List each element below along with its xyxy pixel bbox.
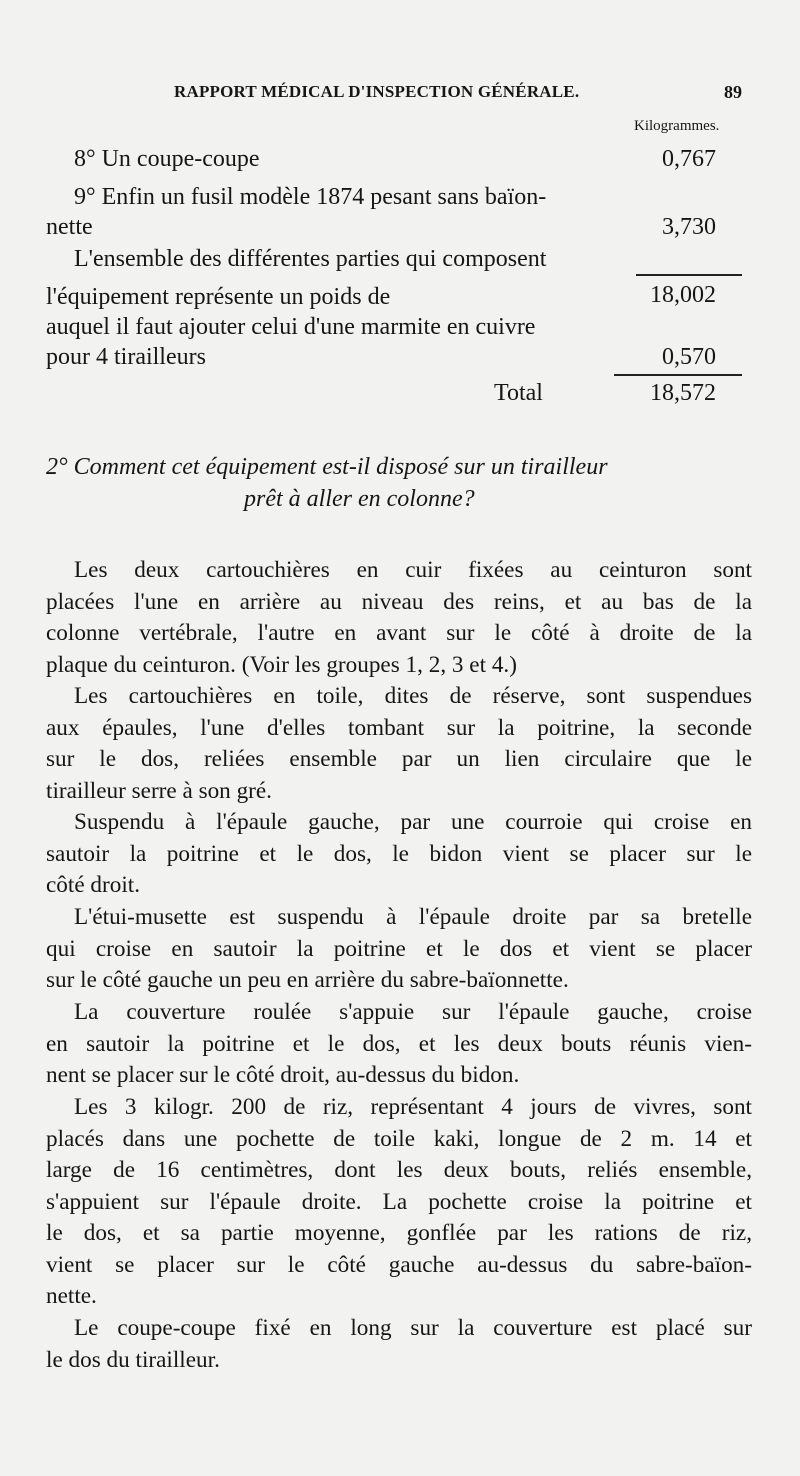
paragraph-line: qui croise en sautoir la poitrine et le dos et vient se placer [46, 935, 752, 962]
paragraph-line: Les cartouchières en toile, dites de réserve, sont suspendues [74, 683, 752, 709]
paragraph-cartridge-pouches [46, 555, 752, 681]
item-9-label-line1: 9° Enfin un fusil modèle 1874 pesant sans baïon- [74, 184, 547, 210]
total-value: 18,572 [650, 380, 716, 406]
subtotal-line1: L'ensemble des différentes parties qui composent [74, 246, 547, 272]
paragraph-line: en sautoir la poitrine et le dos, et les deux bouts réunis vien- [46, 1030, 752, 1057]
paragraph-line: nette. [46, 1283, 97, 1309]
paragraph-blanket [46, 997, 752, 1092]
paragraph-line: sur le dos, reliées ensemble par un lien circulaire que le [46, 746, 752, 772]
subtotal-value: 18,002 [650, 282, 716, 308]
subtotal-rule [636, 274, 742, 276]
item-8-label: 8° Un coupe-coupe [74, 146, 260, 172]
paragraph-rice-pouch [46, 1092, 752, 1313]
subtotal-line2: l'équipement représente un poids de [46, 284, 391, 310]
paragraph-machete [46, 1313, 752, 1376]
paragraph-line: sur le côté gauche un peu en arrière du sabre-baïonnette. [46, 967, 569, 993]
unit-label: Kilogrammes. [634, 118, 720, 134]
total-label: Total [494, 380, 543, 406]
total-rule [614, 374, 742, 376]
paragraph-line: vient se placer sur le côté gauche au-dessus du sabre-baïon- [46, 1251, 752, 1278]
paragraph-line: Suspendu à l'épaule gauche, par une courroie qui croise en [74, 809, 752, 835]
paragraph-line: large de 16 centimètres, dont les deux bouts, reliés ensemble, [46, 1157, 752, 1183]
paragraph-line: Le coupe-coupe fixé en long sur la couverture est placé sur [74, 1315, 752, 1341]
item-9-value: 3,730 [662, 214, 716, 240]
paragraph-line: tirailleur serre à son gré. [46, 777, 272, 804]
section-heading-line2: prêt à aller en colonne? [244, 486, 475, 512]
marmite-value: 0,570 [662, 344, 716, 370]
paragraph-line: le dos, et sa partie moyenne, gonflée par les rations de riz, [46, 1220, 752, 1246]
paragraph-line: sautoir la poitrine et le dos, le bidon vient se placer sur le [46, 840, 752, 867]
marmite-line2: pour 4 tirailleurs [46, 344, 206, 370]
paragraph-canteen [46, 807, 752, 902]
page-number: 89 [724, 82, 742, 102]
marmite-line1: auquel il faut ajouter celui d'une marmite en cuivre [46, 314, 536, 340]
item-9-label-line2: nette [46, 214, 93, 240]
paragraph-line: Les 3 kilogr. 200 de riz, représentant 4 jours de vivres, sont [74, 1094, 752, 1120]
paragraph-line: placées l'une en arrière au niveau des reins, et au bas de la [46, 588, 752, 615]
running-title: RAPPORT MÉDICAL D'INSPECTION GÉNÉRALE. [174, 82, 580, 101]
paragraph-line: nent se placer sur le côté droit, au-dessus du bidon. [46, 1062, 520, 1088]
paragraph-line: L'étui-musette est suspendu à l'épaule droite par sa bretelle [74, 904, 752, 930]
paragraph-line: s'appuient sur l'épaule droite. La pochette croise la poitrine et [46, 1188, 752, 1215]
paragraph-line: plaque du ceinturon. (Voir les groupes 1, 2, 3 et 4.) [46, 651, 517, 678]
paragraph-line: le dos du tirailleur. [46, 1346, 220, 1373]
item-8-value: 0,767 [662, 146, 716, 172]
section-heading-line1: 2° Comment cet équipement est-il disposé sur un tirailleur [46, 454, 608, 480]
paragraph-musette [46, 902, 752, 997]
paragraph-line: La couverture roulée s'appuie sur l'épaule gauche, croise [74, 999, 752, 1025]
paragraph-reserve-pouches [46, 681, 752, 807]
paragraph-line: aux épaules, l'une d'elles tombant sur la poitrine, la seconde [46, 714, 752, 741]
paragraph-line: placés dans une pochette de toile kaki, longue de 2 m. 14 et [46, 1125, 752, 1152]
paragraph-line: Les deux cartouchières en cuir fixées au ceinturon sont [74, 557, 752, 583]
paragraph-line: colonne vertébrale, l'autre en avant sur le côté à droite de la [46, 620, 752, 646]
paragraph-line: côté droit. [46, 872, 141, 898]
